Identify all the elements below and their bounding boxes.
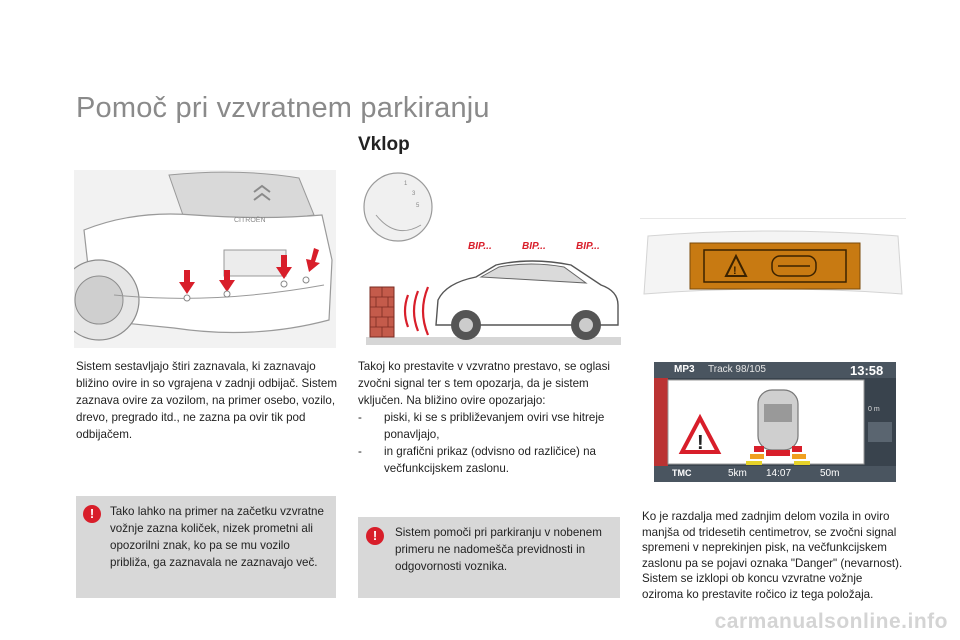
page-title: Pomoč pri vzvratnem parkiranju: [76, 92, 490, 124]
list-item: - in grafični prikaz (odvisno od različice) na večfunkcijskem zaslonu.: [358, 443, 624, 477]
column3-paragraph: Ko je razdalja med zadnjim delom vozila in oviro manjša od tridesetih centimetrov, se zvočni signal spremeni v neprekinjen pisk, na večfunkcijskem zaslonu pa se pojavi oznaka "Danger" (nevarnost). Sistem se izklopi ob koncu vzvratne vožnje oziroma ko prestavite ročico iz tega položaja.: [642, 510, 903, 601]
column2-warning-box: [358, 517, 620, 598]
tmc-label: TMC: [672, 468, 692, 478]
track-label: Track 98/105: [708, 364, 766, 375]
svg-text:!: !: [697, 432, 704, 454]
svg-text:!: !: [733, 265, 737, 277]
svg-text:1: 1: [404, 181, 408, 187]
distance-label: 5km: [728, 468, 747, 479]
beep-label: BIP...: [522, 241, 546, 252]
arrival-time: 14:07: [766, 468, 792, 479]
beep-label: BIP...: [468, 241, 492, 252]
column2-intro: Takoj ko prestavite v vzvratno prestavo, se oglasi zvočni signal ter s tem opozarja, da je sistem vključen. Na bližino ovire opozarjajo:: [358, 360, 610, 407]
brick-wall-icon: [370, 287, 394, 337]
mp3-label: MP3: [674, 364, 695, 375]
dashboard-illustration: [640, 218, 906, 298]
column2-list: [358, 409, 624, 477]
column2-warning-text: Sistem pomoči pri parkiranju v nobenem primeru ne nadomešča previdnosti in odgovornosti voznika.: [395, 526, 602, 573]
svg-text:5: 5: [416, 203, 420, 209]
next-distance: 50m: [820, 468, 840, 479]
beep-label: BIP...: [576, 241, 600, 252]
exclamation-icon: !: [366, 527, 384, 545]
exclamation-icon: !: [83, 505, 101, 523]
list-item: - piski, ki se s približevanjem oviri vse hitreje ponavljajo,: [358, 409, 624, 443]
svg-text:3: 3: [412, 191, 416, 197]
section-heading: Vklop: [358, 134, 410, 155]
multifunction-screen: [654, 362, 896, 482]
rear-bumper-illustration: [74, 170, 336, 348]
gear-knob-icon: [364, 173, 432, 241]
clock-label: 13:58: [850, 363, 884, 378]
car-badge-text: CITROËN: [234, 217, 266, 224]
column1-warning-box: [76, 496, 336, 598]
watermark: carmanualsonline.info: [714, 610, 948, 633]
column1-paragraph: Sistem sestavljajo štiri zaznavala, ki zaznavajo bližino ovire in so vgrajena v zadnji odbijač. Sistem zaznava ovire za vozilom, na primer osebo, vozilo, drevo, pregrado itd., ne zazna pa ovir tik pod odbijačem.: [76, 360, 337, 441]
column1-warning-text: Tako lahko na primer na začetku vzvratne vožnje zazna količek, nizek prometni ali opozorilni znak, ko pa se mu vozilo približa, ga zaznavala ne zaznavajo več.: [110, 505, 324, 569]
reverse-illustration: [356, 165, 626, 345]
side-distance: 0 m: [868, 406, 880, 413]
